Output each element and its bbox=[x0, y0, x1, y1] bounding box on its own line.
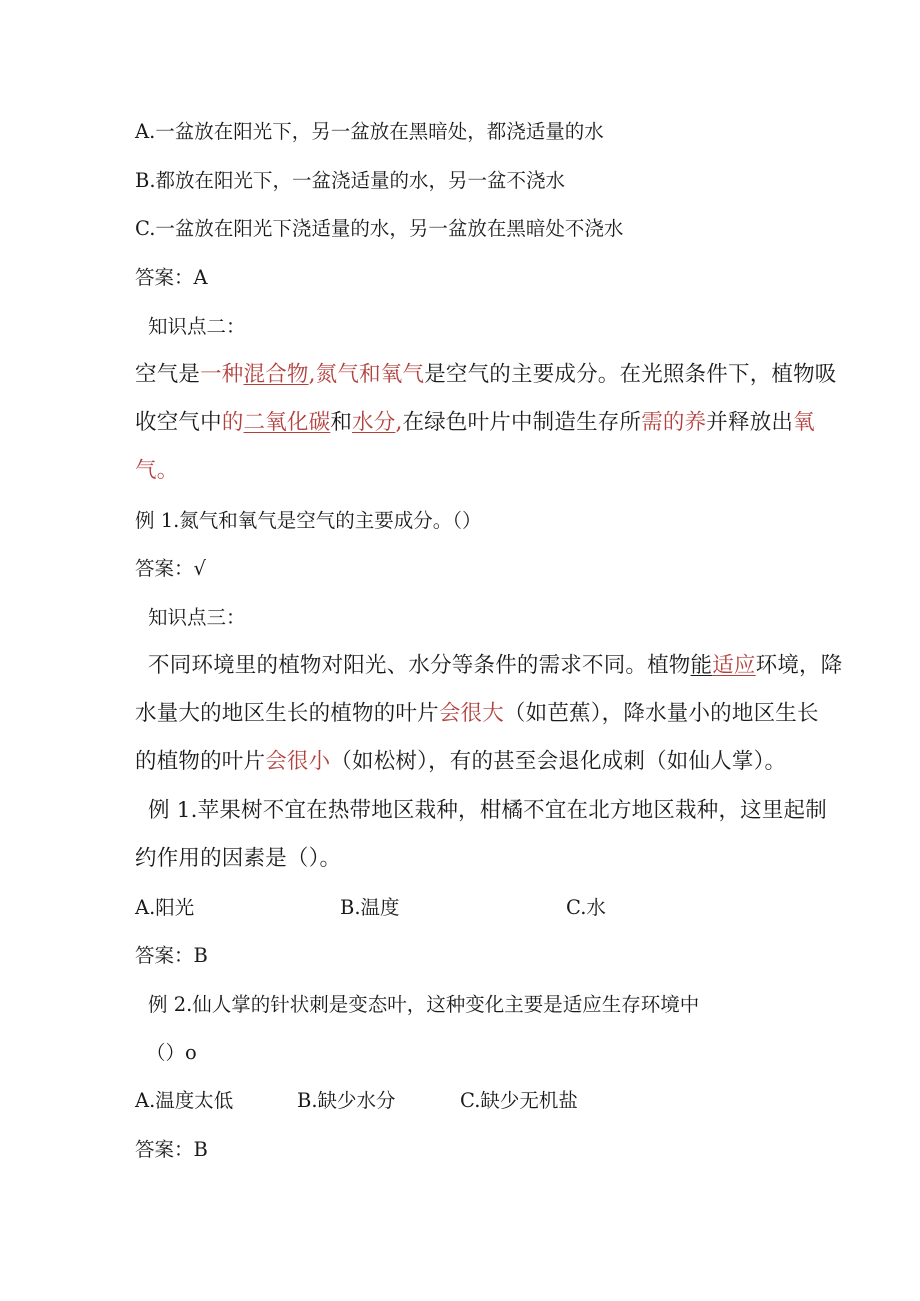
option-b: B.都放在阳光下，一盆浇适量的水，另一盆不浇水 bbox=[135, 169, 566, 192]
highlight-segment: 氮气和氧气 bbox=[315, 362, 425, 387]
option-a: A.一盆放在阳光下，另一盆放在黑暗处，都浇适量的水 bbox=[135, 120, 604, 143]
text-segment: 空气是 bbox=[135, 362, 201, 387]
highlight-segment: 会很小 bbox=[265, 749, 331, 774]
highlight-segment: 氧 bbox=[793, 410, 815, 435]
highlight-segment: 的 bbox=[221, 410, 244, 435]
underlined-highlight: 适应 bbox=[712, 653, 756, 678]
kp3-example-2-line-1: 例 2.仙人掌的针状刺是变态叶，这种变化主要是适应生存环境中 bbox=[148, 993, 700, 1016]
text-segment: 在绿色叶片中制造生存所 bbox=[402, 410, 642, 435]
highlight-segment: , bbox=[395, 410, 403, 435]
kp3-example-1-line-2: 约作用的因素是（）。 bbox=[135, 846, 342, 871]
text-segment: （如芭蕉），降水量小的地区生长 bbox=[503, 701, 819, 726]
kp3-example-1-line-1: 例 1.苹果树不宜在热带地区栽种，柑橘不宜在北方地区栽种，这里起制 bbox=[148, 798, 827, 823]
highlight-segment: , bbox=[308, 362, 316, 387]
kp2-example: 例 1.氮气和氧气是空气的主要成分。（） bbox=[135, 509, 482, 532]
answer-1: 答案：A bbox=[135, 266, 208, 289]
text-segment: 不同环境里的植物对阳光、水分等条件的需求不同。植物 bbox=[148, 653, 691, 678]
underlined-highlight: 混合物 bbox=[243, 362, 309, 387]
text-segment: 并释放出 bbox=[706, 410, 794, 435]
kp3-paragraph-line-1 bbox=[148, 652, 842, 680]
kp2-answer: 答案：√ bbox=[135, 557, 206, 580]
text-segment: 水量大的地区生长的植物的叶片 bbox=[135, 701, 439, 726]
ex1-option-a: A.阳光 bbox=[135, 896, 195, 919]
text-segment: （如松树），有的甚至会退化成刺（如仙人掌）。 bbox=[330, 749, 787, 774]
ex2-option-b: B.缺少水分 bbox=[297, 1089, 396, 1112]
knowledge-point-3-heading: 知识点三： bbox=[148, 606, 246, 629]
highlight-segment: 一种 bbox=[200, 362, 244, 387]
kp3-paragraph-line-3 bbox=[135, 748, 786, 776]
kp3-paragraph-line-2 bbox=[135, 700, 819, 728]
ex1-option-b: B.温度 bbox=[340, 896, 400, 919]
ex2-option-a: A.温度太低 bbox=[135, 1089, 234, 1112]
ex2-answer: 答案：B bbox=[135, 1138, 208, 1161]
text-segment: 收空气中 bbox=[135, 410, 222, 435]
highlight-segment: 会很大 bbox=[438, 701, 504, 726]
kp2-paragraph-line-1 bbox=[135, 361, 837, 389]
underlined-highlight: 二氧化碳 bbox=[243, 410, 331, 435]
kp3-example-2-line-2: （）o bbox=[146, 1041, 197, 1064]
ex1-option-c: C.水 bbox=[566, 896, 606, 919]
underlined-segment: 能 bbox=[690, 653, 713, 678]
kp2-paragraph-line-3: 气。 bbox=[135, 458, 179, 483]
knowledge-point-2-heading: 知识点二： bbox=[148, 315, 246, 338]
ex1-answer: 答案：B bbox=[135, 944, 208, 967]
highlight-segment: 需的养 bbox=[641, 410, 707, 435]
text-segment: 是空气的主要成分。在光照条件下，植物吸 bbox=[424, 362, 837, 387]
text-segment: 和 bbox=[330, 410, 353, 435]
underlined-highlight: 水分 bbox=[352, 410, 396, 435]
text-segment: 环境，降 bbox=[755, 653, 843, 678]
ex2-option-c: C.缺少无机盐 bbox=[460, 1089, 578, 1112]
text-segment: 的植物的叶片 bbox=[135, 749, 266, 774]
kp2-paragraph-line-2 bbox=[135, 409, 815, 437]
option-c: C.一盆放在阳光下浇适量的水，另一盆放在黑暗处不浇水 bbox=[135, 217, 624, 240]
